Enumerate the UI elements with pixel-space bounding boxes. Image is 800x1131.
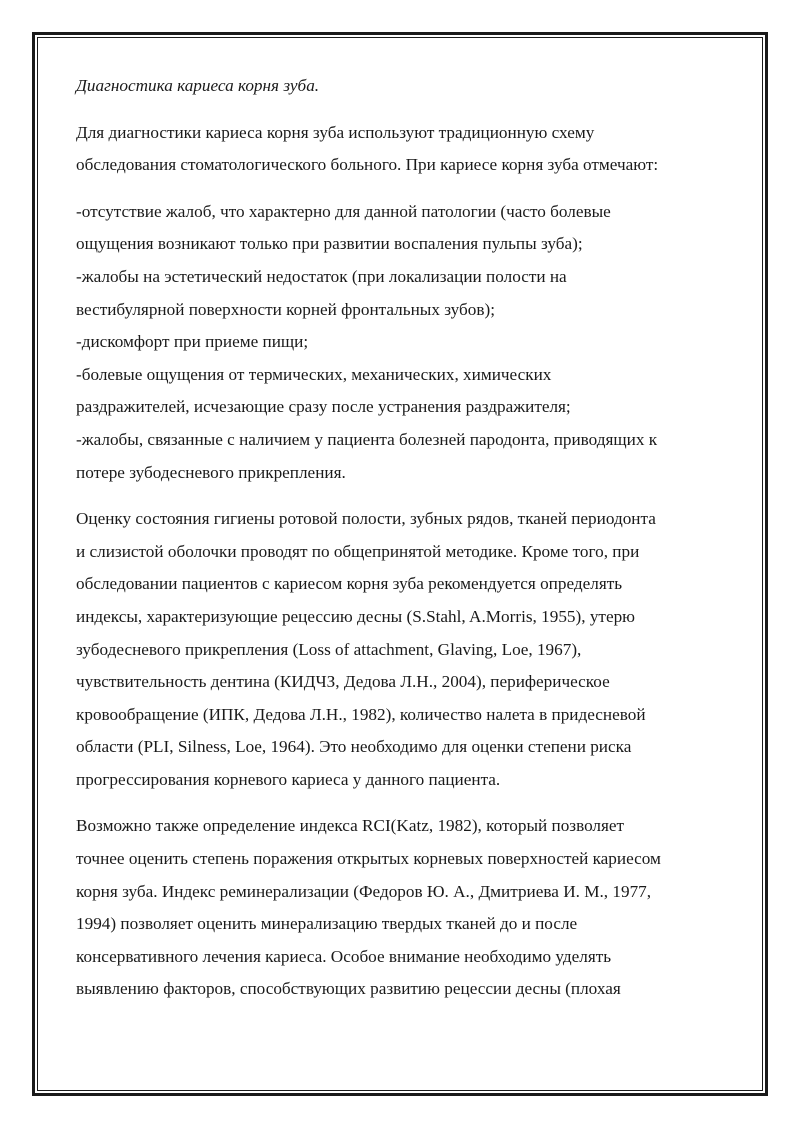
text-line: обследовании пациентов с кариесом корня зуба рекомендуется определять (76, 574, 623, 594)
text-line: 1994) позволяет оценить минерализацию твердых тканей до и после (76, 914, 578, 934)
text-line: чувствительность дентина (КИДЧЗ, Дедова Л.Н., 2004), периферическое (76, 672, 610, 692)
list-line: -отсутствие жалоб, что характерно для данной патологии (часто болевые (76, 201, 611, 221)
text-line: Для диагностики кариеса корня зуба используют традиционную схему (76, 122, 595, 142)
text-line: кровообращение (ИПК, Дедова Л.Н., 1982), количество налета в придесневой (76, 704, 646, 724)
text-line: консервативного лечения кариеса. Особое внимание необходимо уделять (76, 946, 612, 966)
document-title: Диагностика кариеса корня зуба. (76, 76, 320, 95)
text-line: прогрессирования корневого кариеса у данного пациента. (76, 769, 501, 789)
text-line: обследования стоматологического больного. При кариесе корня зуба отмечают: (76, 155, 659, 175)
document-body (76, 70, 736, 1020)
text-line: выявлению факторов, способствующих развитию рецессии десны (плохая (76, 979, 621, 999)
list-line: раздражителей, исчезающие сразу после устранения раздражителя; (76, 397, 571, 417)
list-line: ощущения возникают только при развитии воспаления пульпы зуба); (76, 234, 583, 254)
text-line: точнее оценить степень поражения открытых корневых поверхностей кариесом (76, 849, 661, 869)
symptom-list (76, 196, 736, 489)
list-line: -болевые ощущения от термических, механических, химических (76, 364, 552, 384)
text-line: Оценку состояния гигиены ротовой полости, зубных рядов, тканей периодонта (76, 509, 656, 529)
text-line: Возможно также определение индекса RCI(Katz, 1982), который позволяет (76, 816, 625, 836)
paragraph-intro (76, 117, 736, 182)
text-line: индексы, характеризующие рецессию десны (S.Stahl, A.Morris, 1955), утерю (76, 606, 636, 626)
list-line: потере зубодесневого прикрепления. (76, 462, 346, 482)
paragraph-assessment (76, 503, 736, 796)
list-line: -дискомфорт при приеме пищи; (76, 332, 309, 352)
list-line: -жалобы, связанные с наличием у пациента болезней пародонта, приводящих к (76, 429, 658, 449)
list-line: -жалобы на эстетический недостаток (при локализации полости на (76, 266, 567, 286)
text-line: области (PLI, Silness, Loe, 1964). Это необходимо для оценки степени риска (76, 737, 632, 757)
paragraph-indices (76, 810, 736, 1006)
text-line: зубодесневого прикрепления (Loss of attachment, Glaving, Loe, 1967), (76, 639, 582, 659)
text-line: и слизистой оболочки проводят по общепринятой методике. Кроме того, при (76, 541, 640, 561)
text-line: корня зуба. Индекс реминерализации (Федоров Ю. А., Дмитриева И. М., 1977, (76, 881, 652, 901)
list-line: вестибулярной поверхности корней фронтальных зубов); (76, 299, 495, 319)
